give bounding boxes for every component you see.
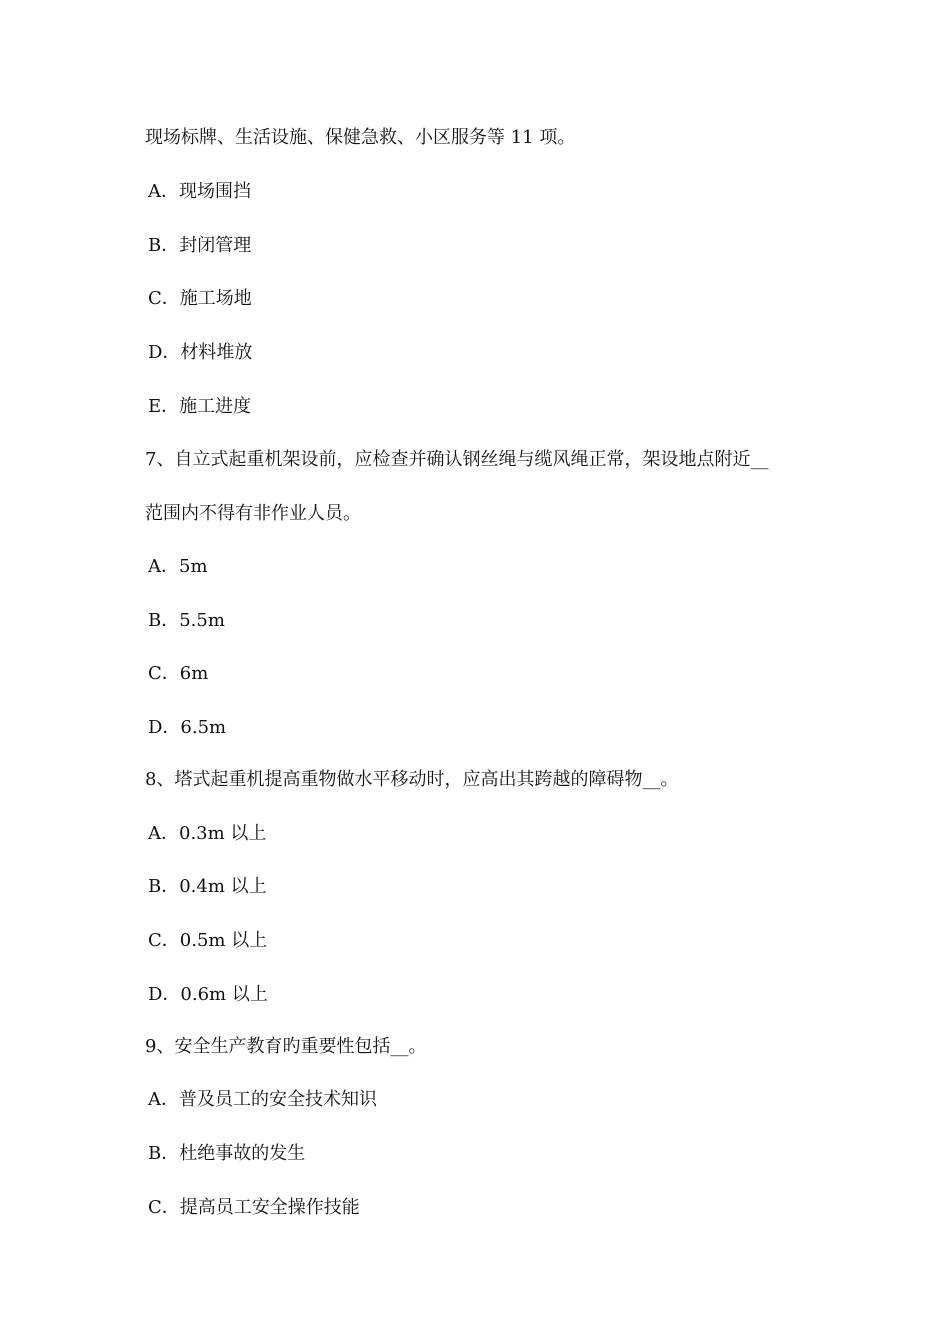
q8-option-d: D．0.6m 以上 — [148, 984, 268, 1005]
q6-option-e: E．施工进度 — [148, 396, 252, 417]
q6-option-b: B．封闭管理 — [148, 235, 252, 256]
question-7-stem: 7、自立式起重机架设前，应检查并确认钢丝绳与缆风绳正常，架设地点附近__ — [145, 449, 769, 470]
q8-option-a: A．0.3m 以上 — [148, 823, 267, 844]
q6-option-c: C．施工场地 — [148, 288, 252, 309]
q9-option-c: C．提高员工安全操作技能 — [148, 1197, 360, 1218]
q7-option-b: B．5.5m — [148, 610, 225, 631]
question-7-stem-cont: 范围内不得有非作业人员。 — [145, 503, 361, 524]
q7-option-d: D．6.5m — [148, 717, 227, 738]
q7-option-c: C．6m — [148, 663, 209, 684]
question-8-stem: 8、塔式起重机提高重物做水平移动时，应高出其跨越的障碍物__。 — [145, 769, 679, 790]
q8-option-b: B．0.4m 以上 — [148, 876, 267, 897]
q8-option-c: C．0.5m 以上 — [148, 930, 268, 951]
question-6-continuation: 现场标牌、生活设施、保健急救、小区服务等 11 项。 — [145, 127, 576, 148]
q9-option-b: B．杜绝事故的发生 — [148, 1143, 306, 1164]
q7-option-a: A．5m — [148, 556, 208, 577]
question-9-stem: 9、安全生产教育旳重要性包括__。 — [145, 1036, 427, 1057]
q6-option-d: D．材料堆放 — [148, 342, 253, 363]
q6-option-a: A．现场围挡 — [148, 181, 251, 202]
q9-option-a: A．普及员工的安全技术知识 — [148, 1089, 377, 1110]
